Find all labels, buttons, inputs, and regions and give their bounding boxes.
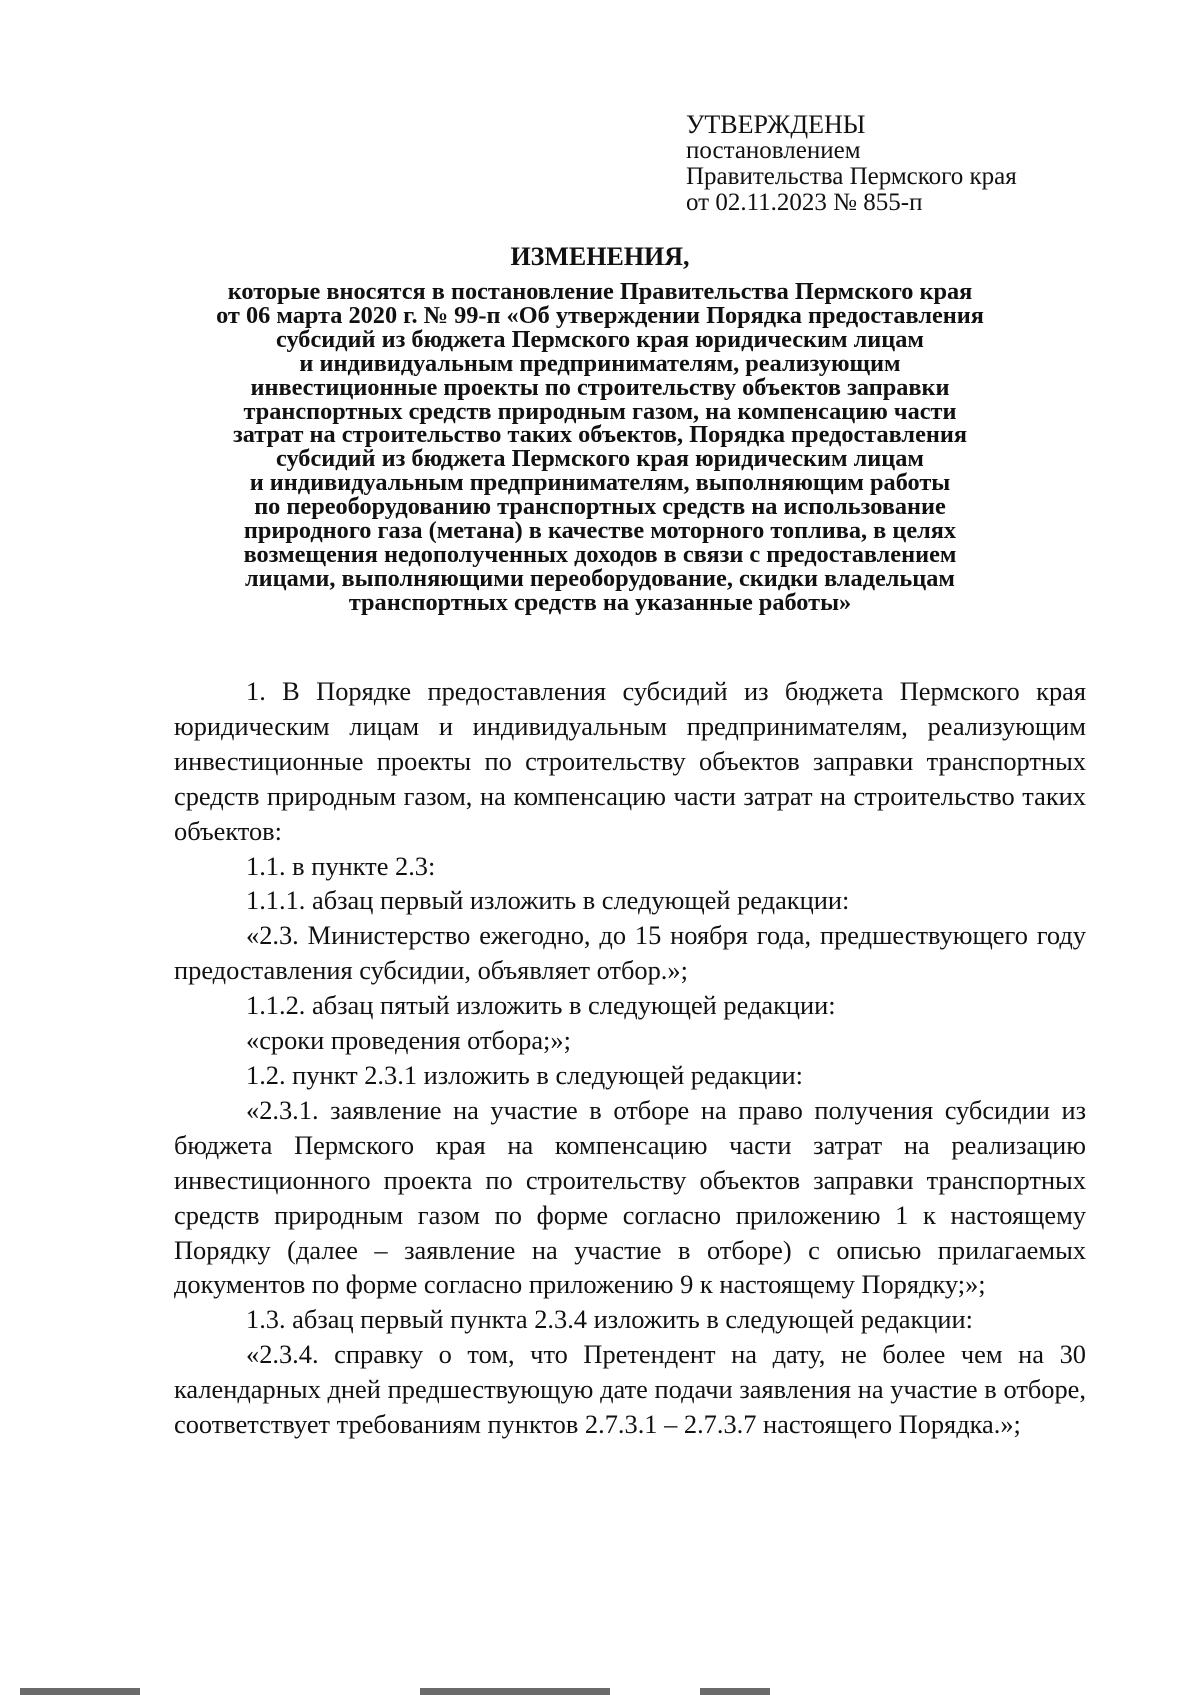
- subtitle-line: транспортных средств природным газом, на компенсацию части: [243, 397, 957, 425]
- paragraph-quote-2-3-4: «2.3.4. справку о том, что Претендент на дату, не более чем на 30 календарных дней предшествующую дате подачи заявления на участие в отборе, соответствует требованиям пунктов 2.7.3.1 – 2.7.3.7 настоящего Порядка.»;: [174, 1339, 1086, 1440]
- approval-line-government: Правительства Пермского края: [686, 163, 1017, 190]
- subtitle-line: возмещения недополученных доходов в связи с предоставлением: [243, 540, 957, 568]
- paragraph-item-1-1-1: 1.1.1. абзац первый изложить в следующей редакции:: [246, 885, 850, 916]
- approval-heading: УТВЕРЖДЕНЫ: [686, 110, 866, 139]
- paragraph-quote-2-3-1: «2.3.1. заявление на участие в отборе на право получения субсидии из бюджета Пермского края на компенсацию части затрат на реализацию инвестиционного проекта по строительству объектов заправки транспортных средств природным газом по форме согласно приложению 1 к настоящему Порядку (далее – заявление на участие в отборе) с описью прилагаемых документов по форме согласно приложению 9 к настоящему Порядку;»;: [174, 1094, 1086, 1300]
- paragraph-item-1-1: 1.1. в пункте 2.3:: [246, 850, 436, 881]
- approval-line-date-number: от 02.11.2023 № 855-п: [686, 189, 923, 216]
- subtitle-line: которые вносятся в постановление Правительства Пермского края: [227, 278, 973, 305]
- paragraph-item-1-1-2: 1.1.2. абзац пятый изложить в следующей редакции:: [246, 990, 836, 1021]
- subtitle-line: и индивидуальным предпринимателям, реализующим: [299, 349, 901, 377]
- approval-line-resolution: постановлением: [686, 137, 861, 164]
- scan-edge-mark: [0, 1688, 1200, 1695]
- subtitle-line: от 06 марта 2020 г. № 99-п «Об утверждении Порядка предоставления: [216, 301, 984, 329]
- subtitle-line: природного газа (метана) в качестве моторного топлива, в целях: [243, 517, 957, 545]
- document-subtitle: [150, 280, 1050, 615]
- paragraph-item-1-2: 1.2. пункт 2.3.1 изложить в следующей редакции:: [246, 1059, 804, 1090]
- subtitle-line: по переоборудованию транспортных средств на использование: [254, 493, 946, 521]
- paragraph-item-1-3: 1.3. абзац первый пункта 2.3.4 изложить в следующей редакции:: [246, 1304, 973, 1335]
- subtitle-line: инвестиционные проекты по строительству объектов заправки: [250, 373, 950, 401]
- document-body: [174, 674, 1086, 1442]
- approval-stamp-block: [686, 112, 1106, 216]
- paragraph-quote-2-3: «2.3. Министерство ежегодно, до 15 ноября года, предшествующего году предоставления субсидии, объявляет отбор.»;: [174, 920, 1086, 986]
- document-title: ИЗМЕНЕНИЯ,: [510, 242, 690, 271]
- subtitle-line: транспортных средств на указанные работы»: [348, 588, 852, 616]
- paragraph-quote-deadlines: «сроки проведения отбора;»;: [246, 1025, 571, 1056]
- subtitle-line: субсидий из бюджета Пермского края юридическим лицам: [276, 325, 924, 353]
- paragraph-item-1: 1. В Порядке предоставления субсидий из бюджета Пермского края юридическим лицам и индивидуальным предпринимателям, реализующим инвестиционные проекты по строительству объектов заправки транспортных средств природным газом, на компенсацию части затрат на строительство таких объектов:: [174, 676, 1086, 846]
- subtitle-line: и индивидуальным предпринимателям, выполняющим работы: [249, 469, 951, 497]
- subtitle-line: субсидий из бюджета Пермского края юридическим лицам: [276, 445, 924, 473]
- subtitle-line: затрат на строительство таких объектов, Порядка предоставления: [232, 421, 967, 449]
- subtitle-line: лицами, выполняющими переоборудование, скидки владельцам: [245, 564, 955, 592]
